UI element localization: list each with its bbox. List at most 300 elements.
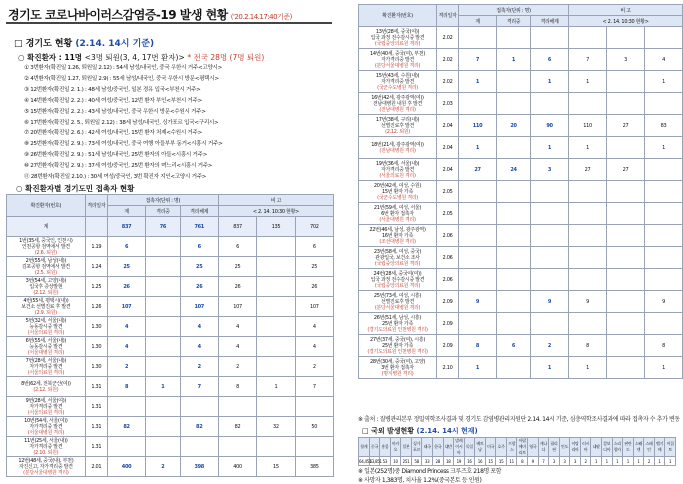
country-cell: 홍콩 (380, 438, 391, 457)
remarks-cell: 15 (257, 457, 295, 477)
country-cell: 태국 (422, 438, 433, 457)
patient-cell (359, 181, 437, 203)
contact-isolation-cell (497, 269, 531, 291)
country-cell: 미국 (485, 438, 496, 457)
table-row (359, 93, 683, 115)
patient-line: (2.6. 퇴원) (34, 249, 57, 256)
patient-line: (2.9. 퇴원) (34, 309, 57, 316)
isolation-date-cell: 2.06 (437, 269, 459, 291)
contact-section-heading: ○ 확진환자별 경기도민 접촉자 현황 (16, 184, 135, 193)
remarks-cell: 7 (569, 49, 607, 71)
contact-total-cell (459, 225, 497, 247)
country-count-cell: 1 (623, 457, 634, 466)
remarks-cell (257, 337, 295, 357)
patient-line: 선별진료후 발견 (380, 122, 414, 129)
isolation-date-cell: 1.31 (85, 377, 107, 397)
remarks-cell: 1 (645, 137, 683, 159)
remarks-cell: 1 (257, 377, 295, 397)
patient-line: 인천공항 검역에서 발견 (21, 243, 70, 250)
patient-line: (국립중앙의료원 격리) (374, 40, 421, 47)
patient-line: 2번(55세, 남성(내)) (25, 257, 67, 264)
contact-released-cell: 90 (531, 115, 569, 137)
patient-cell (7, 317, 86, 337)
patient-line: 자가격리중 발견 (380, 166, 414, 173)
patient-cell (359, 137, 437, 159)
country-cell: 인도 (559, 438, 570, 457)
table-row (359, 49, 683, 71)
contact-isolation-cell (146, 297, 180, 317)
contact-isolation-cell (146, 417, 180, 437)
remarks-cell: 27 (607, 115, 645, 137)
country-cell: 스리랑카 (612, 438, 623, 457)
isolation-date-cell: 1.26 (85, 297, 107, 317)
patient-line: (전남대병원 격리) (379, 147, 416, 154)
contact-released-cell: 1 (531, 357, 569, 379)
patient-line: 14번(40세, 중국(여), 부천) (370, 50, 425, 57)
table-row (7, 457, 334, 477)
table-row (7, 377, 334, 397)
table-row (359, 313, 683, 335)
country-count-cell: 8 (517, 457, 528, 466)
country-count-cell: 33 (422, 457, 433, 466)
remarks-cell (569, 313, 607, 335)
foot-note-deaths: ※ 사망자 1,383명, 치사율 1.2%(중국본토 등 인원) (358, 477, 482, 484)
patient-cell (359, 93, 437, 115)
contact-total-cell: 9 (459, 291, 497, 313)
remarks-cell: 25 (218, 257, 256, 277)
patient-line: 10번(54세, 서울(여)) (24, 417, 68, 424)
patient-line: (전남대병원 격리) (379, 106, 416, 113)
patient-cell (359, 49, 437, 71)
patient-line: (국군수도병원 격리) (377, 84, 418, 91)
contact-isolation-cell (146, 277, 180, 297)
contact-isolation-cell (497, 137, 531, 159)
patient-line: 7번(28세, 서울(내)) (25, 357, 67, 364)
country-cell: 대만 (443, 438, 454, 457)
remarks-cell (645, 203, 683, 225)
remarks-cell (607, 247, 645, 269)
country-count-cell: 18 (443, 457, 454, 466)
contact-total-cell: 1 (459, 357, 497, 379)
country-cell: 베트남 (475, 438, 486, 457)
remarks-cell (645, 93, 683, 115)
isolation-date-cell: 2.04 (437, 115, 459, 137)
contact-released-cell: 25 (180, 257, 218, 277)
patient-cell (7, 237, 86, 257)
isolation-date-cell: 2.04 (437, 159, 459, 181)
contact-released-cell: 3 (531, 159, 569, 181)
country-count-cell: 16 (464, 457, 475, 466)
header-total: 계 (459, 16, 497, 27)
table-row (359, 159, 683, 181)
patient-line: 입국후 증상발현 (29, 283, 63, 290)
patient-line: 18번(21세, 광주광역(여)) (371, 141, 424, 148)
contact-isolation-cell (146, 357, 180, 377)
country-cell: 마카오 (390, 438, 401, 457)
case-item: ① 3번환자(확진일 1.26, 퇴원일 2.12) : 54세 남성/내국인, 중국 우한시 거주<고양시> (24, 65, 223, 71)
remarks-cell: 7 (295, 377, 333, 397)
contact-total-cell: 82 (107, 417, 145, 437)
remarks-cell (607, 313, 645, 335)
isolation-date-cell: 2.04 (437, 137, 459, 159)
remarks-cell (257, 237, 295, 257)
patient-line: 16번 환자 가족 (382, 232, 413, 239)
patient-line: 6번 환자 접촉자 (381, 210, 414, 217)
remarks-cell: 9 (645, 291, 683, 313)
contact-isolation-cell: 76 (146, 217, 180, 237)
isolation-date-cell: 2.06 (437, 247, 459, 269)
patient-line: (분당서울대병원 격리) (23, 469, 69, 476)
patient-line: (2.10. 퇴원) (33, 449, 59, 456)
country-count-cell: 1 (601, 457, 612, 466)
remarks-cell (607, 137, 645, 159)
patient-cell (7, 437, 86, 457)
contact-isolation-cell (497, 71, 531, 93)
table-row (359, 225, 683, 247)
table-row (359, 27, 683, 49)
contacts-table-left (6, 194, 334, 477)
patient-line: 입국 과정 전수감시중 발견 (370, 276, 425, 283)
remarks-cell (645, 313, 683, 335)
country-cell: 필리핀 (549, 438, 560, 457)
country-count-cell: 3 (559, 457, 570, 466)
remarks-cell: 83 (645, 115, 683, 137)
header-date: 격리일자 (85, 195, 107, 217)
contact-isolation-cell: 24 (497, 159, 531, 181)
patient-line: 입국 과정 전수감시중 발견 (370, 34, 425, 41)
remarks-cell: 27 (569, 159, 607, 181)
contact-total-cell: 1 (459, 137, 497, 159)
patient-line: (서울대병원 격리) (27, 429, 64, 436)
remarks-cell: 135 (257, 217, 295, 237)
patient-line: 자진신고, 자가격리중 발견 (19, 463, 73, 470)
remarks-cell (218, 437, 256, 457)
patient-line: 9번(28세, 서울(여)) (25, 397, 67, 404)
isolation-date-cell: 1.30 (85, 337, 107, 357)
patient-cell (359, 159, 437, 181)
isolation-date-cell: 1.31 (85, 437, 107, 457)
patient-cell (359, 115, 437, 137)
patient-line: (경기도의료원 인천병원 격리) (367, 326, 428, 333)
country-cell: 말레이시아 (455, 438, 463, 455)
contact-total-cell (459, 203, 497, 225)
remarks-cell (569, 269, 607, 291)
contact-isolation-cell (497, 93, 531, 115)
remarks-cell (257, 317, 295, 337)
patient-line: 17번(38세, 구리(내)) (375, 116, 420, 123)
contact-isolation-cell (146, 317, 180, 337)
patient-line: 25번 환자 가족 (382, 320, 413, 327)
patient-cell (359, 291, 437, 313)
patient-line: (2.12. 퇴원) (33, 289, 59, 296)
patient-line: 자가격리중 발견 (380, 78, 414, 85)
patient-line: 전남대병원 내원 후 발견 (372, 100, 423, 107)
remarks-cell: 8 (569, 335, 607, 357)
country-count-cell: 16 (475, 457, 486, 466)
remarks-cell: 4 (218, 337, 256, 357)
remarks-cell: 9 (569, 291, 607, 313)
patient-line: (2.12. 퇴원) (385, 128, 410, 135)
remarks-cell: 6 (295, 237, 333, 257)
contact-isolation-cell: 20 (497, 115, 531, 137)
remarks-cell: 27 (607, 159, 645, 181)
contact-isolation-cell (146, 397, 180, 417)
patient-line: (명지병원 격리) (381, 370, 414, 377)
patient-line: 보건소 선별진료 후 발견 (21, 303, 71, 310)
country-cell: 캐나다 (538, 438, 549, 457)
remarks-cell: 4 (295, 337, 333, 357)
patient-line: (서울대병원 격리) (379, 216, 416, 223)
remarks-cell: 1 (645, 71, 683, 93)
table-row (359, 181, 683, 203)
case-item: ⑪ 28번환자(확진일 2.10.) : 30세 여성/중국인, 3번 확진자 지인<고양시 거주> (24, 174, 207, 181)
remarks-cell: 107 (218, 297, 256, 317)
remarks-cell (607, 27, 645, 49)
remarks-cell: 110 (569, 115, 607, 137)
country-cell: 러시아 (580, 438, 591, 457)
remarks-cell (607, 291, 645, 313)
contact-isolation-cell (497, 313, 531, 335)
patient-line: 3번(54세, 고양(내)) (25, 277, 67, 284)
remarks-cell (607, 225, 645, 247)
remarks-cell: 2 (295, 357, 333, 377)
patient-line: 8번(62세, 전북군산(여)) (21, 380, 71, 387)
patient-line: (2.12. 퇴원) (33, 386, 59, 393)
contact-released-cell: 9 (531, 291, 569, 313)
header-remarks: 비 고 (218, 195, 333, 206)
isolation-date-cell: 2.03 (437, 93, 459, 115)
country-count-cell: 1 (612, 457, 623, 466)
table-row (7, 257, 334, 277)
patient-line: 12번(48세, 중국(내), 부천) (18, 457, 74, 464)
remarks-cell (607, 269, 645, 291)
contact-released-cell: 4 (180, 317, 218, 337)
remarks-cell (257, 357, 295, 377)
remarks-cell (645, 159, 683, 181)
remarks-cell: 26 (295, 277, 333, 297)
remarks-cell (218, 397, 256, 417)
contact-total-cell: 8 (459, 335, 497, 357)
header-isolation: 격리중 (146, 206, 180, 217)
contact-total-cell: 837 (107, 217, 145, 237)
country-cell: 독일 (464, 438, 475, 457)
country-cell: 호주 (496, 438, 507, 457)
contact-released-cell (531, 269, 569, 291)
patient-line: 4번(55세, 평택시(내)) (23, 297, 69, 304)
isolation-date-cell: 2.01 (85, 457, 107, 477)
remarks-cell: 3 (607, 49, 645, 71)
contact-isolation-cell (497, 225, 531, 247)
remarks-cell: 1 (645, 357, 683, 379)
report-date: ('20.2.14.17:40기준) (230, 13, 292, 21)
remarks-cell: 25 (295, 257, 333, 277)
remarks-cell: 385 (295, 457, 333, 477)
remarks-cell: 4 (295, 317, 333, 337)
table-row (359, 269, 683, 291)
remarks-cell: 1 (569, 137, 607, 159)
contact-released-cell: 4 (180, 337, 218, 357)
patient-line: 23번(58세, 여성, 중국) (373, 248, 422, 255)
title-divider (6, 22, 332, 24)
contact-released-cell: 7 (180, 377, 218, 397)
table-row (7, 437, 334, 457)
contact-released-cell: 2 (531, 335, 569, 357)
country-count-cell: 28 (432, 457, 443, 466)
isolation-date-cell: 1.30 (85, 357, 107, 377)
country-count-cell: 3 (549, 457, 560, 466)
remarks-cell (569, 93, 607, 115)
country-cell: 스웨덴 (633, 438, 644, 457)
country-count-cell: 2 (644, 457, 655, 466)
remarks-cell (257, 277, 295, 297)
remarks-cell: 6 (218, 237, 256, 257)
patient-cell (7, 297, 86, 317)
patient-cell (7, 397, 86, 417)
table-row (7, 337, 334, 357)
remarks-cell (607, 181, 645, 203)
country-cell: 벨기에 (654, 438, 665, 457)
contact-isolation-cell (497, 27, 531, 49)
patient-line: 자가격리중 발견 (29, 403, 63, 410)
table-row (359, 137, 683, 159)
contact-total-cell (107, 437, 145, 457)
table-row (359, 335, 683, 357)
country-cell: 스페인 (644, 438, 655, 457)
remarks-cell (569, 203, 607, 225)
remarks-cell (257, 257, 295, 277)
contact-total-cell: 2 (107, 357, 145, 377)
table-row (359, 247, 683, 269)
case-item: ⑨ 26번환자(확진일 2. 9.) : 51세 남성/내국인, 25번 환자의 아들<시흥시 거주> (24, 152, 208, 159)
country-cell: 이집트 (665, 438, 676, 457)
contact-isolation-cell (146, 237, 180, 257)
country-count-cell: 64,451 (359, 458, 372, 464)
country-row (359, 438, 676, 457)
country-cell: 프랑스 (506, 438, 517, 457)
remarks-cell: 26 (218, 277, 256, 297)
country-count-cell: 251 (402, 458, 410, 464)
country-count-cell: 1 (665, 457, 676, 466)
patient-cell (7, 337, 86, 357)
remarks-cell: 50 (295, 417, 333, 437)
patient-cell (7, 417, 86, 437)
remarks-cell (295, 437, 333, 457)
country-count-cell: 19 (454, 457, 465, 466)
contact-released-cell: 2 (180, 357, 218, 377)
case-item: ⑤ 15번환자(확진일 2. 2.) : 43세 남성/내국인, 중국 우한시 방문<수원시 거주> (24, 108, 206, 115)
contact-released-cell: 26 (180, 277, 218, 297)
contact-total-cell (459, 247, 497, 269)
country-count-cell: 3 (570, 457, 581, 466)
patient-line: (2.5. 퇴원) (34, 269, 57, 276)
patient-line: 자가격리중 발견 (29, 443, 63, 450)
patient-cell (359, 357, 437, 379)
country-cell: 아랍에미리트 (518, 438, 526, 455)
country-cell: 이탈리아 (570, 438, 581, 457)
header-remarks-sub: < 2. 14. 10:30 현황> (218, 206, 333, 217)
table-row (7, 237, 334, 257)
remarks-cell (607, 203, 645, 225)
patient-line: (서울의료원 격리) (27, 409, 64, 416)
patient-line: 5번(32세, 서울(내)) (25, 317, 67, 324)
contact-total-cell: 26 (107, 277, 145, 297)
contact-isolation-cell: 1 (497, 49, 531, 71)
header-total: 계 (107, 206, 145, 217)
country-cell: 핀란드 (623, 438, 634, 457)
contact-released-cell (531, 225, 569, 247)
contact-isolation-cell (146, 337, 180, 357)
section-gyeonggi-status: □ 경기도 현황 (2.14. 14시 기준) (14, 39, 155, 49)
patient-cell (359, 247, 437, 269)
header-patient: 확진환자(번호) (359, 5, 437, 27)
country-cell: 캄보디아 (601, 438, 612, 457)
isolation-date-cell: 2.10 (437, 357, 459, 379)
country-cell: 합계 (359, 438, 370, 457)
remarks-cell (645, 225, 683, 247)
remarks-cell (569, 181, 607, 203)
source-note: ※ 출처 : 질병관리본부 정밀역학조사결과 및 경기도 감염병관리지원단 2.14. 14시 기준, 심층역학조사결과에 따라 접촉자 수 추가 변동 (358, 416, 680, 423)
contact-total-cell (459, 27, 497, 49)
country-cell: 중국 (369, 438, 380, 457)
patient-cell (7, 377, 86, 397)
patient-cell (359, 313, 437, 335)
contact-isolation-cell (497, 247, 531, 269)
contact-total-cell (459, 181, 497, 203)
case-item: ② 4번환자(확진일 1.27, 퇴원일 2.9) : 55세 남성/내국인, 중국 우한시 방문<평택시> (24, 75, 219, 82)
country-count-cell: 15 (485, 457, 496, 466)
isolation-date-cell: 1.25 (85, 277, 107, 297)
isolation-date-cell: 2.02 (437, 71, 459, 93)
contact-released-cell: 6 (531, 49, 569, 71)
country-count-cell: 1 (591, 457, 602, 466)
header-patient: 확진환자(번호) (7, 195, 86, 217)
remarks-cell (569, 247, 607, 269)
isolation-date-cell (85, 217, 107, 237)
contact-released-cell: 1 (531, 71, 569, 93)
contact-released-cell: 1 (531, 137, 569, 159)
contact-isolation-cell: 6 (497, 335, 531, 357)
patient-cell (359, 225, 437, 247)
patient-cell (7, 457, 86, 477)
patient-line: 능동감시중 발견 (29, 323, 63, 330)
header-contacts: 접촉자(단위 : 명) (107, 195, 218, 206)
remarks-cell (645, 247, 683, 269)
remarks-cell: 702 (295, 217, 333, 237)
isolation-date-cell: 2.09 (437, 313, 459, 335)
table-row (359, 357, 683, 379)
patient-line: 자가격리중 발견 (29, 363, 63, 370)
patient-line: 김포공항 검역에서 발견 (21, 263, 70, 270)
patient-line: 15번 환자 가족 (382, 188, 413, 195)
country-count-cell: 9 (528, 457, 539, 466)
patient-line: 3번 환자 접촉자 (381, 364, 414, 371)
patient-line: (서울의료원 격리) (27, 329, 64, 336)
remarks-cell: 107 (295, 297, 333, 317)
country-count-cell: 11 (506, 457, 517, 466)
patient-line: (경기도의료원 인천병원 격리) (367, 348, 428, 355)
table-row (7, 217, 334, 237)
contact-isolation-cell (497, 203, 531, 225)
isolation-date-cell: 2.02 (437, 27, 459, 49)
contact-total-cell: 27 (459, 159, 497, 181)
country-count-cell: 1 (654, 457, 665, 466)
patient-line: (국군수도병원 격리) (377, 194, 418, 201)
patient-line: (서울대병원 격리) (27, 349, 64, 356)
contact-isolation-cell: 1 (146, 377, 180, 397)
header-remarks: 비 고 (569, 5, 683, 16)
case-item: ④ 14번환자(확진일 2. 2.) : 40세 여성/중국인, 12번 환자 부인<부천시 거주> (24, 97, 202, 104)
remarks-cell (645, 181, 683, 203)
